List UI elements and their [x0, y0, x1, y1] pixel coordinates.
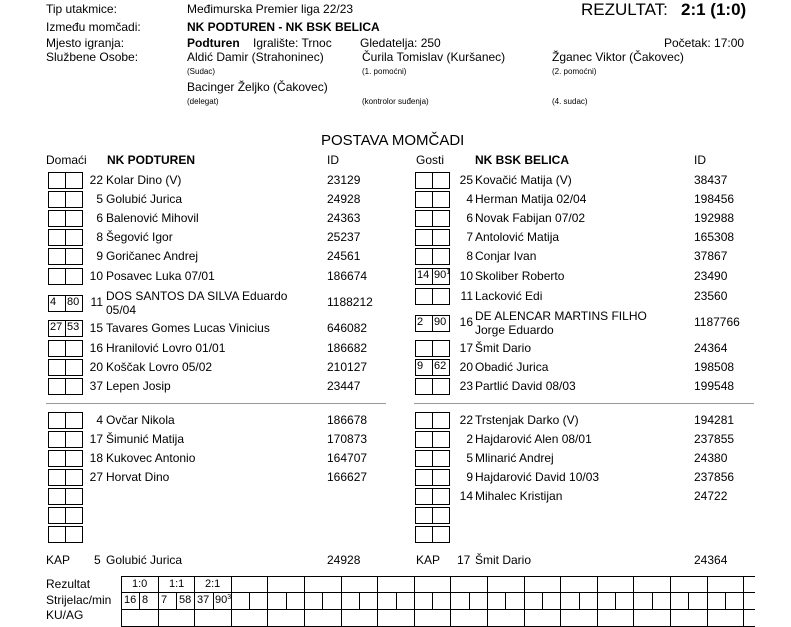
home-player-number: 8 — [96, 230, 103, 244]
away-player-number: 16 — [459, 315, 473, 329]
grid-col-line — [194, 576, 195, 626]
away-player-id: 23490 — [694, 269, 728, 283]
grid-row-line — [121, 609, 755, 610]
away-team-name: NK BSK BELICA — [475, 153, 570, 167]
away-player-name: Kovačić Matija (V) — [475, 173, 572, 187]
away-card-box-1 — [415, 378, 433, 395]
assistant-2-role: (2. pomoćni) — [552, 67, 597, 76]
home-player-number: 16 — [89, 341, 103, 355]
away-player-name: Obadić Jurica — [475, 360, 549, 374]
cards-row-label: KU/AG — [46, 608, 84, 622]
away-player-name: Novak Fabijan 07/02 — [475, 211, 586, 225]
grid-col-line — [121, 576, 122, 626]
home-card-box-2 — [65, 229, 83, 246]
grid-row-line — [121, 592, 755, 593]
teams: NK PODTUREN - NK BSK BELICA — [187, 20, 380, 34]
away-player-number: 4 — [466, 192, 473, 206]
home-card-box-1 — [48, 378, 66, 395]
away-player-name-line2: Jorge Eduardo — [475, 323, 554, 337]
grid-row-line — [121, 576, 755, 577]
score-result: 1:0 — [132, 578, 148, 590]
away-card-value-1: 14 — [417, 269, 430, 281]
grid-col-line — [560, 576, 561, 626]
away-sub-number: 9 — [466, 470, 473, 484]
away-player-number: 8 — [466, 249, 473, 263]
away-sub-box-2 — [432, 507, 450, 524]
assistant-2: Žganec Viktor (Čakovec) — [552, 50, 684, 64]
home-sub-box-1 — [48, 450, 66, 467]
grid-col-line — [743, 576, 744, 626]
home-card-value-1: 4 — [50, 296, 57, 308]
home-sub-name: Ovčar Nikola — [106, 413, 175, 427]
grid-col-line — [341, 576, 342, 626]
away-player-number: 20 — [459, 360, 473, 374]
home-sub-box-1 — [48, 431, 66, 448]
away-player-number: 17 — [459, 341, 473, 355]
home-card-box-1 — [48, 172, 66, 189]
fourth-official-role: (4. sudac) — [552, 97, 588, 106]
grid-split-line — [213, 592, 214, 609]
home-sub-box-1 — [48, 412, 66, 429]
home-player-id: 24928 — [327, 192, 361, 206]
score-result: 2:1 — [205, 578, 221, 590]
away-card-box-1 — [415, 248, 433, 265]
away-card-box-2 — [432, 378, 450, 395]
away-player-number: 6 — [466, 211, 473, 225]
away-player-name: Partlić David 08/03 — [475, 379, 576, 393]
away-card-box-2 — [432, 191, 450, 208]
match-type: Međimurska Premier liga 22/23 — [187, 2, 354, 16]
away-sub-box-1 — [415, 469, 433, 486]
grid-col-line — [304, 576, 305, 626]
referee-role: (Sudac) — [187, 67, 216, 76]
home-player-name: Lepen Josip — [106, 379, 171, 393]
home-player-name: Hranilović Lovro 01/01 — [106, 341, 226, 355]
delegate: Bacinger Željko (Čakovec) — [187, 80, 328, 94]
away-sub-id: 24722 — [694, 489, 728, 503]
home-player-number: 10 — [89, 269, 103, 283]
away-player-id: 198456 — [694, 192, 735, 206]
home-sub-number: 18 — [89, 451, 103, 465]
away-sub-id: 237856 — [694, 470, 735, 484]
home-player-name: Goričanec Andrej — [106, 249, 199, 263]
away-player-id: 198508 — [694, 360, 735, 374]
away-player-number: 11 — [460, 289, 473, 303]
away-player-name: Lacković Edi — [475, 289, 543, 303]
grid-split-line — [396, 592, 397, 609]
home-sub-box-1 — [48, 488, 66, 505]
away-sub-box-1 — [415, 431, 433, 448]
home-player-name: Šegović Igor — [106, 230, 173, 244]
away-card-box-1 — [415, 172, 433, 189]
grid-split-line — [469, 592, 470, 609]
home-card-box-2 — [65, 268, 83, 285]
home-sub-name: Horvat Dino — [106, 470, 170, 484]
away-sub-name: Hajdarović David 10/03 — [475, 470, 600, 484]
home-player-number: 9 — [96, 249, 103, 263]
home-captain-id: 24928 — [327, 553, 361, 567]
away-player-id: 192988 — [694, 211, 735, 225]
away-captain-num: 17 — [457, 553, 471, 567]
away-player-name: Antolović Matija — [475, 230, 560, 244]
home-captain-num: 5 — [94, 553, 101, 567]
assistant-1-role: (1. pomoćni) — [362, 67, 407, 76]
grid-split-line — [432, 592, 433, 609]
home-sub-box-2 — [65, 507, 83, 524]
away-sub-number: 2 — [466, 432, 473, 446]
home-player-name: Posavec Luka 07/01 — [106, 269, 215, 283]
home-sub-box-2 — [65, 450, 83, 467]
home-card-box-1 — [48, 210, 66, 227]
home-player-number: 20 — [89, 360, 103, 374]
grid-split-line — [542, 592, 543, 609]
away-sub-number: 5 — [466, 451, 473, 465]
away-player-id: 38437 — [694, 173, 728, 187]
away-sub-box-2 — [432, 431, 450, 448]
away-player-name: Herman Matija 02/04 — [475, 192, 587, 206]
home-card-box-2 — [65, 248, 83, 265]
home-player-number: 5 — [96, 192, 103, 206]
home-sub-number: 17 — [89, 432, 103, 446]
away-card-box-1 — [415, 210, 433, 227]
grid-split-line — [176, 592, 177, 609]
away-player-name: DE ALENCAR MARTINS FILHO — [475, 309, 647, 323]
home-card-box-2 — [65, 172, 83, 189]
grid-split-line — [615, 592, 616, 609]
home-sub-box-2 — [65, 469, 83, 486]
away-player-id: 23560 — [694, 289, 728, 303]
away-sub-name: Trstenjak Darko (V) — [475, 413, 579, 427]
away-player-number: 7 — [466, 230, 473, 244]
away-card-superscript: 1 — [446, 269, 451, 276]
home-card-value-1: 27 — [50, 321, 63, 333]
away-captain-label: KAP — [416, 553, 441, 567]
controller-role: (kontrolor suđenja) — [362, 97, 429, 106]
delegate-role: (delegat) — [187, 97, 219, 106]
home-player-name: Koščak Lovro 05/02 — [106, 360, 213, 374]
home-player-name-line2: 05/04 — [106, 303, 137, 317]
home-sub-box-1 — [48, 469, 66, 486]
home-team-name: NK PODTUREN — [107, 153, 196, 167]
scorer-number: 16 — [124, 594, 137, 606]
grid-col-line — [450, 576, 451, 626]
home-player-name: Tavares Gomes Lucas Vinicius — [106, 321, 270, 335]
referee: Aldić Damir (Strahoninec) — [187, 50, 324, 64]
home-player-id: 210127 — [327, 360, 368, 374]
away-card-box-1 — [415, 340, 433, 357]
home-sub-id: 186678 — [327, 413, 368, 427]
away-label: Gosti — [416, 153, 445, 167]
home-sub-box-2 — [65, 526, 83, 543]
away-card-value-2: $90^1$ — [434, 269, 451, 281]
away-card-box-2 — [432, 340, 450, 357]
home-card-box-1 — [48, 340, 66, 357]
grid-split-line — [725, 592, 726, 609]
away-captain-name: Šmit Dario — [475, 553, 532, 567]
home-card-box-1 — [48, 359, 66, 376]
scorer-minute: $90^3$ — [215, 594, 232, 606]
home-card-box-1 — [48, 248, 66, 265]
home-card-box-2 — [65, 191, 83, 208]
scorer-minute-superscript: 3 — [227, 594, 232, 601]
away-sub-box-1 — [415, 526, 433, 543]
grid-split-line — [579, 592, 580, 609]
home-card-box-2 — [65, 340, 83, 357]
venue-label: Mjesto igranja: — [46, 36, 125, 50]
home-sub-box-2 — [65, 412, 83, 429]
home-player-name: Golubić Jurica — [106, 192, 183, 206]
away-player-id: 199548 — [694, 379, 735, 393]
home-card-box-1 — [48, 229, 66, 246]
away-card-box-2 — [432, 229, 450, 246]
grid-col-line — [670, 576, 671, 626]
away-id-header: ID — [694, 153, 706, 167]
grid-col-line — [158, 576, 159, 626]
away-sub-box-2 — [432, 488, 450, 505]
home-sub-id: 166627 — [327, 470, 368, 484]
away-card-box-2 — [432, 248, 450, 265]
grid-split-line — [688, 592, 689, 609]
away-sub-id: 237855 — [694, 432, 735, 446]
away-sub-name: Hajdarović Alen 08/01 — [475, 432, 592, 446]
scorer-minute: 58 — [179, 594, 192, 606]
scorer-number: 37 — [197, 594, 210, 606]
away-player-id: 24364 — [694, 341, 728, 355]
home-player-number: 6 — [96, 211, 103, 225]
away-card-box-1 — [415, 288, 433, 305]
score-result: 1:1 — [169, 578, 185, 590]
grid-col-line — [597, 576, 598, 626]
result-label: REZULTAT: — [581, 0, 668, 19]
venue: Podturen — [187, 36, 240, 50]
away-sub-number: 14 — [459, 489, 473, 503]
scorer-number: 7 — [161, 594, 168, 606]
home-label: Domaći — [46, 153, 87, 167]
grid-col-line — [707, 576, 708, 626]
home-sub-box-1 — [48, 507, 66, 524]
home-sub-number: 27 — [89, 470, 103, 484]
away-player-id: 37867 — [694, 249, 728, 263]
home-player-number: 11 — [90, 295, 103, 309]
home-player-id: 24363 — [327, 211, 361, 225]
home-card-box-1 — [48, 191, 66, 208]
home-captain-name: Golubić Jurica — [106, 553, 183, 567]
away-sub-id: 24380 — [694, 451, 728, 465]
result-value: 2:1 (1:0) — [681, 0, 747, 19]
away-player-id: 165308 — [694, 230, 735, 244]
home-sub-box-1 — [48, 526, 66, 543]
grid-col-line — [487, 576, 488, 626]
away-captain-id: 24364 — [694, 553, 728, 567]
home-card-value-2: 80 — [67, 296, 80, 308]
pitch: Igralište: Trnoc — [253, 36, 332, 50]
result-row-label: Rezultat — [46, 577, 91, 591]
grid-split-line — [652, 592, 653, 609]
away-card-box-2 — [432, 288, 450, 305]
grid-col-line — [633, 576, 634, 626]
home-player-number: 22 — [89, 173, 103, 187]
away-card-box-2 — [432, 210, 450, 227]
home-player-id: 186674 — [327, 269, 368, 283]
home-player-id: 23129 — [327, 173, 361, 187]
home-player-id: 646082 — [327, 321, 368, 335]
scorer-minute: 8 — [142, 594, 149, 606]
match-type-label: Tip utakmice: — [46, 2, 117, 16]
grid-split-line — [359, 592, 360, 609]
away-card-value-2: 62 — [434, 360, 447, 372]
away-sub-name: Mihalec Kristijan — [475, 489, 563, 503]
away-card-box-1 — [415, 191, 433, 208]
home-player-number: 15 — [89, 321, 103, 335]
home-sub-box-2 — [65, 488, 83, 505]
home-player-name: DOS SANTOS DA SILVA Eduardo — [106, 289, 288, 303]
away-card-value-2: 90 — [434, 316, 447, 328]
grid-col-line — [524, 576, 525, 626]
away-player-number: 23 — [459, 379, 473, 393]
grid-col-line — [267, 576, 268, 626]
home-card-box-2 — [65, 359, 83, 376]
assistant-1: Čurila Tomislav (Kuršanec) — [362, 50, 506, 64]
grid-split-line — [322, 592, 323, 609]
home-sub-name: Šimunić Matija — [106, 432, 185, 446]
home-card-box-2 — [65, 378, 83, 395]
grid-col-line — [377, 576, 378, 626]
grid-split-line — [505, 592, 506, 609]
home-divider — [46, 403, 386, 404]
home-id-header: ID — [327, 153, 339, 167]
home-player-id: 24561 — [327, 249, 361, 263]
away-sub-box-1 — [415, 450, 433, 467]
away-player-number: 10 — [459, 269, 473, 283]
home-player-name: Kolar Dino (V) — [106, 173, 182, 187]
lineup-title: POSTAVA MOMČADI — [321, 132, 465, 149]
away-player-name: Skoliber Roberto — [475, 269, 565, 283]
grid-split-line — [139, 592, 140, 609]
away-sub-number: 22 — [459, 413, 473, 427]
away-sub-box-2 — [432, 469, 450, 486]
away-sub-box-1 — [415, 488, 433, 505]
home-player-id: 1188212 — [327, 295, 373, 309]
away-sub-id: 194281 — [694, 413, 735, 427]
away-sub-box-1 — [415, 412, 433, 429]
home-captain-label: KAP — [46, 553, 71, 567]
kickoff: Početak: 17:00 — [664, 36, 745, 50]
home-player-number: 37 — [89, 379, 103, 393]
officials-label: Službene Osobe: — [46, 50, 139, 64]
away-divider — [414, 403, 754, 404]
away-player-name: Šmit Dario — [475, 341, 532, 355]
home-card-box-1 — [48, 268, 66, 285]
home-card-box-2 — [65, 210, 83, 227]
away-card-box-2 — [432, 172, 450, 189]
away-sub-box-1 — [415, 507, 433, 524]
home-player-id: 186682 — [327, 341, 368, 355]
away-card-value-1: 9 — [417, 360, 424, 372]
spectators: Gledatelja: 250 — [360, 36, 441, 50]
away-sub-box-2 — [432, 412, 450, 429]
grid-split-line — [286, 592, 287, 609]
home-card-value-2: 53 — [67, 321, 80, 333]
home-sub-id: 170873 — [327, 432, 368, 446]
home-player-name: Balenović Mihovil — [106, 211, 199, 225]
grid-split-line — [249, 592, 250, 609]
away-player-number: 25 — [459, 173, 473, 187]
home-sub-box-2 — [65, 431, 83, 448]
home-player-id: 23447 — [327, 379, 361, 393]
home-sub-name: Kukovec Antonio — [106, 451, 196, 465]
away-sub-name: Mlinarić Andrej — [475, 451, 554, 465]
home-sub-number: 4 — [96, 413, 103, 427]
teams-label: Između momčadi: — [46, 20, 141, 34]
home-player-id: 25237 — [327, 230, 361, 244]
away-sub-box-2 — [432, 450, 450, 467]
away-player-name: Conjar Ivan — [475, 249, 537, 263]
away-player-id: 1187766 — [694, 315, 740, 329]
grid-col-line — [414, 576, 415, 626]
away-card-box-1 — [415, 229, 433, 246]
away-card-value-1: 2 — [417, 316, 424, 328]
away-sub-box-2 — [432, 526, 450, 543]
scorer-row-label: Strijelac/min — [46, 593, 112, 607]
home-sub-id: 164707 — [327, 451, 368, 465]
